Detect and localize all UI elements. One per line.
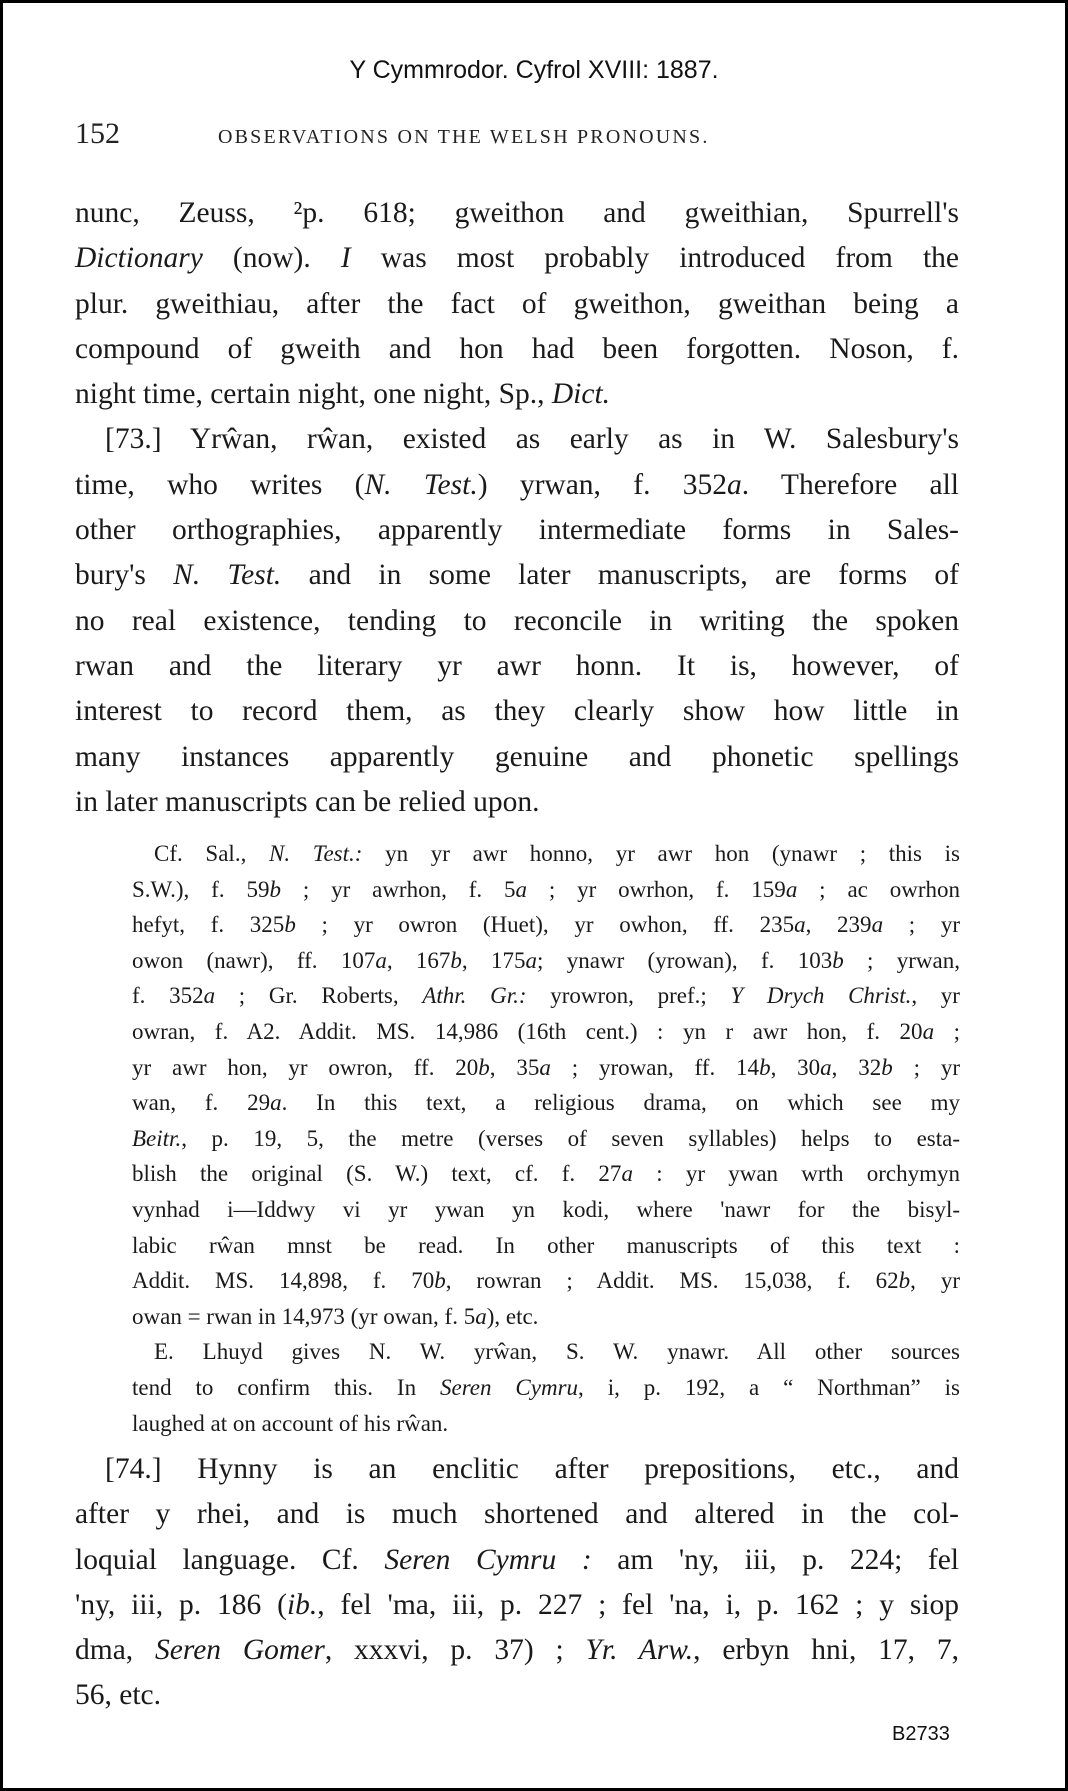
text-segment: yrowron, pref.; — [526, 983, 731, 1009]
text-segment: other orthographies, apparently intermediate forms in Sales- — [75, 514, 959, 547]
text-line — [132, 1299, 960, 1335]
text-segment: rwan and the literary yr awr honn. It is, however, of — [75, 649, 959, 682]
text-segment: Addit. MS. 14,898, f. 70 — [132, 1268, 435, 1294]
italic-text: Dict. — [551, 378, 611, 411]
italic-text: Yr. Arw. — [585, 1634, 694, 1667]
text-segment: laughed at on account of his rŵan. — [132, 1410, 449, 1436]
text-segment: , 175 — [461, 947, 526, 973]
text-line — [132, 978, 960, 1014]
text-line — [132, 1334, 960, 1370]
italic-text: b — [434, 1268, 446, 1294]
italic-text: Seren Gomer — [154, 1634, 325, 1667]
italic-text: b — [832, 947, 844, 973]
text-segment: (now). — [202, 242, 341, 275]
text-line — [75, 191, 959, 236]
text-segment: ; yr owron (Huet), yr owhon, ff. 235 — [295, 912, 795, 938]
text-segment: , 35 — [489, 1054, 540, 1080]
text-segment: , yr — [910, 1268, 960, 1294]
main-text-block-1 — [75, 191, 959, 825]
text-segment: Cf. Sal., — [154, 841, 269, 866]
italic-text: Athr. Gr.: — [422, 983, 527, 1009]
text-line — [132, 1370, 960, 1406]
italic-text: a — [515, 876, 527, 902]
italic-text: b — [450, 947, 462, 973]
italic-text: Beitr. — [132, 1125, 182, 1151]
italic-text: Dictionary — [75, 242, 203, 275]
italic-text: N. Test. — [173, 559, 282, 592]
text-segment: interest to record them, as they clearly show how little in — [75, 695, 959, 728]
text-line — [75, 1628, 959, 1673]
text-segment: , i, p. 192, a “ Northman” is — [578, 1374, 961, 1400]
text-segment: 56, etc. — [75, 1679, 162, 1712]
text-segment: ; yrowan, ff. 14 — [550, 1054, 760, 1080]
text-segment: night time, certain night, one night, Sp., — [75, 378, 552, 411]
text-segment: owran, f. A2. Addit. MS. 14,986 (16th cent.) : yn r awr hon, f. 20 — [132, 1018, 923, 1044]
italic-text: b — [269, 876, 281, 902]
text-line — [75, 1492, 959, 1537]
text-segment: dma, — [75, 1634, 155, 1667]
text-line — [132, 1014, 960, 1050]
text-segment: time, who writes ( — [75, 468, 365, 501]
italic-text: b — [759, 1054, 771, 1080]
text-segment: f. 352 — [132, 983, 204, 1009]
text-line — [132, 836, 960, 872]
text-segment: [73.] Yrŵan, rŵan, existed as early as in W. Salesbury's — [105, 423, 959, 456]
italic-text: a — [871, 912, 884, 938]
text-segment: many instances apparently genuine and phonetic spellings — [75, 740, 959, 773]
text-segment: , 167 — [386, 947, 451, 973]
text-segment: in later manuscripts can be relied upon. — [75, 785, 540, 818]
italic-text: N. Test.: — [269, 841, 363, 866]
catalog-code: B2733 — [892, 1723, 950, 1745]
italic-text: a — [785, 876, 798, 902]
text-line — [75, 417, 959, 462]
text-segment: ; Gr. Roberts, — [215, 983, 423, 1009]
text-segment: am 'ny, iii, p. 224; fel — [591, 1543, 959, 1576]
text-line — [132, 1050, 960, 1086]
text-line — [75, 644, 959, 689]
text-segment: yr awr hon, yr owron, ff. 20 — [132, 1054, 479, 1080]
italic-text: a — [375, 947, 387, 973]
text-segment: , fel 'ma, iii, p. 227 ; fel 'na, i, p. 162 ; y siop — [317, 1588, 960, 1621]
text-segment: tend to confirm this. In — [132, 1374, 440, 1400]
footnote-block — [132, 836, 960, 1441]
italic-text: a — [820, 1054, 832, 1080]
text-line — [75, 735, 959, 780]
text-segment: owan = rwan in 14,973 (yr owan, f. 5 — [132, 1303, 476, 1329]
text-segment: ) yrwan, f. 352 — [477, 468, 728, 501]
text-segment: after y rhei, and is much shortened and altered in the col- — [75, 1498, 959, 1531]
text-line — [75, 236, 959, 281]
text-line — [132, 1192, 960, 1228]
text-segment: E. Lhuyd gives N. W. yrŵan, S. W. ynawr. All other sources — [154, 1339, 960, 1365]
text-line — [75, 372, 959, 417]
text-segment: was most probably introduced from the — [350, 242, 959, 275]
text-line — [75, 1583, 959, 1628]
text-segment: wan, f. 29 — [132, 1090, 271, 1116]
italic-text: b — [898, 1268, 911, 1294]
italic-text: a — [203, 983, 216, 1009]
text-segment: compound of gweith and hon had been forgotten. Noson, f. — [75, 332, 959, 365]
text-line — [75, 689, 959, 734]
text-segment: . Therefore all — [741, 468, 959, 501]
running-head: OBSERVATIONS ON THE WELSH PRONOUNS. — [218, 126, 710, 148]
italic-text: a — [270, 1090, 282, 1116]
text-segment: no real existence, tending to reconcile in writing the spoken — [75, 604, 959, 637]
text-segment: ; yr — [892, 1054, 961, 1080]
text-segment: , 239 — [805, 912, 872, 938]
italic-text: a — [621, 1161, 633, 1187]
text-segment: blish the original (S. W.) text, cf. f. 27 — [132, 1161, 622, 1187]
text-segment: ; ac owrhon — [797, 876, 960, 902]
text-line — [132, 943, 960, 979]
text-line — [132, 1406, 960, 1442]
text-segment: . In this text, a religious drama, on which see my — [281, 1090, 960, 1116]
text-line — [75, 282, 959, 327]
italic-text: a — [525, 947, 538, 973]
italic-text: a — [794, 912, 806, 938]
text-segment: , 30 — [770, 1054, 821, 1080]
text-segment: , yr — [911, 983, 960, 1009]
text-line — [75, 327, 959, 372]
italic-text: b — [478, 1054, 490, 1080]
collection-header: Y Cymmrodor. Cyfrol XVIII: 1887. — [349, 56, 719, 84]
text-line — [132, 1263, 960, 1299]
text-segment: S.W.), f. 59 — [132, 876, 270, 902]
text-line — [132, 872, 960, 908]
text-segment: plur. gweithiau, after the fact of gweithon, gweithan being a — [75, 287, 959, 320]
italic-text: Seren Cymru : — [384, 1543, 592, 1576]
text-line — [75, 599, 959, 644]
text-line — [75, 780, 959, 825]
italic-text: ib. — [286, 1588, 318, 1621]
italic-text: b — [284, 912, 296, 938]
main-text-block-2 — [75, 1447, 959, 1719]
text-segment: ; yr awrhon, f. 5 — [280, 876, 516, 902]
italic-text: a — [727, 468, 742, 501]
text-segment: , xxxvi, p. 37) ; — [324, 1634, 586, 1667]
text-line — [75, 1538, 959, 1583]
italic-text: a — [922, 1018, 935, 1044]
text-line — [75, 463, 959, 508]
italic-text: Y Drych Christ. — [730, 983, 912, 1009]
text-segment: owon (nawr), ff. 107 — [132, 947, 376, 973]
text-segment: nunc, Zeuss, ²p. 618; gweithon and gweithian, Spurrell's — [75, 197, 959, 229]
italic-text: a — [539, 1054, 551, 1080]
text-segment: ; yr owrhon, f. 159 — [526, 876, 786, 902]
text-line — [75, 1673, 959, 1718]
text-line — [132, 1121, 960, 1157]
text-segment: ; — [934, 1018, 961, 1044]
text-line — [132, 907, 960, 943]
text-segment: ; yr — [883, 912, 960, 938]
italic-text: N. Test. — [364, 468, 478, 501]
text-line — [132, 1156, 960, 1192]
text-segment: vynhad i—Iddwy vi yr ywan yn kodi, where 'nawr for the bisyl- — [132, 1196, 960, 1222]
text-segment: [74.] Hynny is an enclitic after prepositions, etc., and — [105, 1453, 959, 1485]
text-line — [75, 1447, 959, 1492]
text-segment: bury's — [75, 559, 174, 592]
italic-text: a — [475, 1303, 487, 1329]
page-number: 152 — [75, 117, 120, 150]
text-segment: , 32 — [831, 1054, 882, 1080]
text-line — [75, 553, 959, 598]
text-segment: yn yr awr honno, yr awr hon (ynawr ; this is — [362, 841, 961, 866]
text-line — [132, 1228, 960, 1264]
text-segment: , rowran ; Addit. MS. 15,038, f. 62 — [445, 1268, 899, 1294]
text-segment: and in some later manuscripts, are forms of — [281, 559, 959, 592]
text-segment: ; yrwan, — [843, 947, 960, 973]
text-segment: , p. 19, 5, the metre (verses of seven syllables) helps to esta- — [181, 1125, 960, 1151]
italic-text: b — [881, 1054, 893, 1080]
text-segment: hefyt, f. 325 — [132, 912, 285, 938]
italic-text: I — [340, 242, 351, 275]
italic-text: Seren Cymru — [439, 1374, 579, 1400]
text-segment: , erbyn hni, 17, 7, — [693, 1634, 959, 1667]
text-segment: : yr ywan wrth orchymyn — [632, 1161, 960, 1187]
text-line — [132, 1085, 960, 1121]
text-segment: ; ynawr (yrowan), f. 103 — [537, 947, 833, 973]
text-segment: ), etc. — [486, 1303, 539, 1329]
text-segment: 'ny, iii, p. 186 ( — [75, 1588, 287, 1621]
text-line — [75, 508, 959, 553]
text-segment: loquial language. Cf. — [75, 1543, 385, 1576]
text-segment: labic rŵan mnst be read. In other manuscripts of this text : — [132, 1232, 960, 1258]
